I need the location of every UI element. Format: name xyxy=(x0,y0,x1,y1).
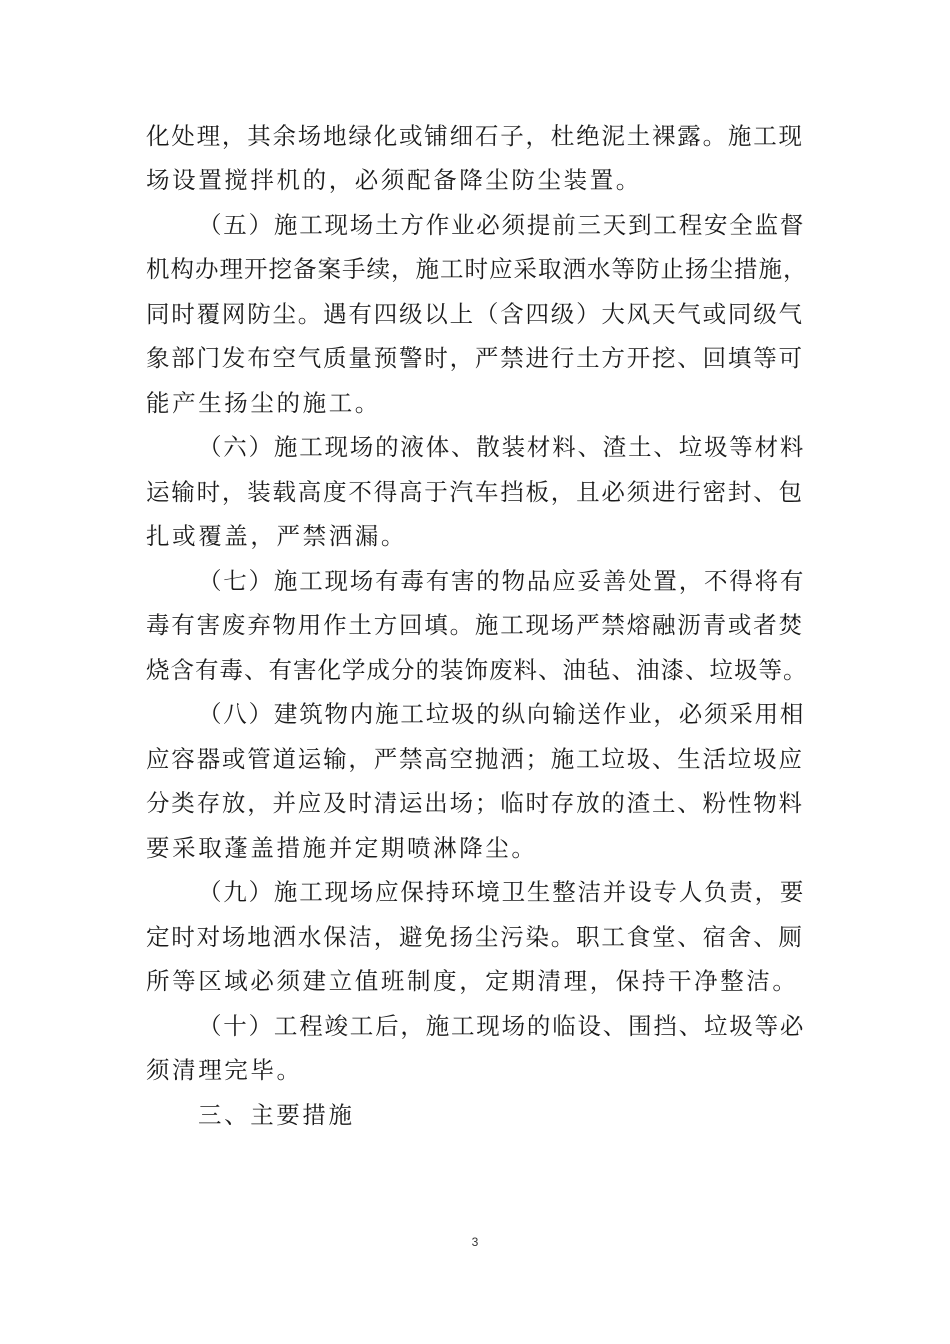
body-text-line: 分类存放，并应及时清运出场；临时存放的渣土、粉性物料 xyxy=(146,789,804,817)
section-heading: 三、主要措施 xyxy=(198,1101,355,1129)
body-text-line: 要采取蓬盖措施并定期喷淋降尘。 xyxy=(146,834,538,862)
body-text-line: 能产生扬尘的施工。 xyxy=(146,389,381,417)
body-text-line: 象部门发布空气质量预警时，严禁进行土方开挖、回填等可 xyxy=(146,344,804,372)
page-number: 3 xyxy=(471,1235,479,1249)
body-text-line: 所等区域必须建立值班制度，定期清理，保持干净整洁。 xyxy=(146,967,799,995)
body-text-line: 应容器或管道运输，严禁高空抛洒；施工垃圾、生活垃圾应 xyxy=(146,745,804,773)
body-text-line: 同时覆网防尘。遇有四级以上（含四级）大风天气或同级气 xyxy=(146,300,804,328)
paragraph-six-start: （六）施工现场的液体、散装材料、渣土、垃圾等材料 xyxy=(198,433,806,461)
paragraph-five-start: （五）施工现场土方作业必须提前三天到工程安全监督 xyxy=(198,211,806,239)
body-text-line: 毒有害废弃物用作土方回填。施工现场严禁熔融沥青或者焚 xyxy=(146,611,804,639)
paragraph-nine-start: （九）施工现场应保持环境卫生整洁并设专人负责，要 xyxy=(198,878,806,906)
paragraph-seven-start: （七）施工现场有毒有害的物品应妥善处置，不得将有 xyxy=(198,567,806,595)
body-text-line: 化处理，其余场地绿化或铺细石子，杜绝泥土裸露。施工现 xyxy=(146,122,804,150)
body-text-line: 机构办理开挖备案手续，施工时应采取洒水等防止扬尘措施， xyxy=(146,255,808,283)
body-text-line: 烧含有毒、有害化学成分的装饰废料、油毡、油漆、垃圾等。 xyxy=(146,656,808,684)
body-text-line: 运输时，装载高度不得高于汽车挡板，且必须进行密封、包 xyxy=(146,478,804,506)
body-text-line: 定时对场地洒水保洁，避免扬尘污染。职工食堂、宿舍、厕 xyxy=(146,923,804,951)
body-text-line: 扎或覆盖，严禁洒漏。 xyxy=(146,522,407,550)
body-text-line: 场设置搅拌机的，必须配备降尘防尘装置。 xyxy=(146,166,642,194)
paragraph-eight-start: （八）建筑物内施工垃圾的纵向输送作业，必须采用相 xyxy=(198,700,806,728)
paragraph-ten-start: （十）工程竣工后，施工现场的临设、围挡、垃圾等必 xyxy=(198,1012,806,1040)
body-text-line: 须清理完毕。 xyxy=(146,1056,303,1084)
